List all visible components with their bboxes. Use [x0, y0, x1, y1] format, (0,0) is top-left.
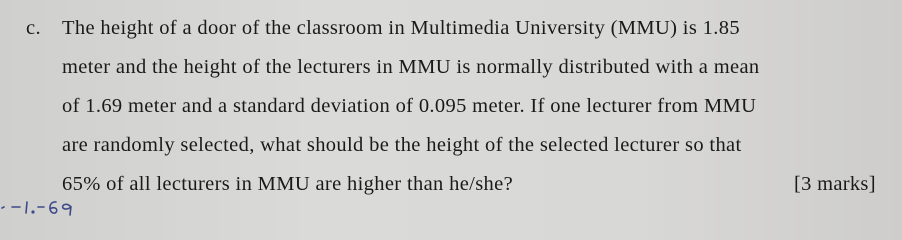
question-line-5: 65% of all lecturers in MMU are higher than he/she? — [62, 173, 514, 195]
marks-label: [3 marks] — [794, 173, 876, 195]
question-line-4: are randomly selected, what should be the height of the selected lecturer so that — [62, 134, 742, 156]
question-line-1: The height of a door of the classroom in Multimedia University (MMU) is 1.85 — [62, 17, 740, 39]
question-label: c. — [26, 17, 42, 39]
question-line-2: meter and the height of the lecturers in MMU is normally distributed with a mean — [62, 56, 760, 78]
handwritten-note — [0, 196, 80, 216]
question-line-3: of 1.69 meter and a standard deviation of 0.095 meter. If one lecturer from MMU — [62, 95, 757, 117]
